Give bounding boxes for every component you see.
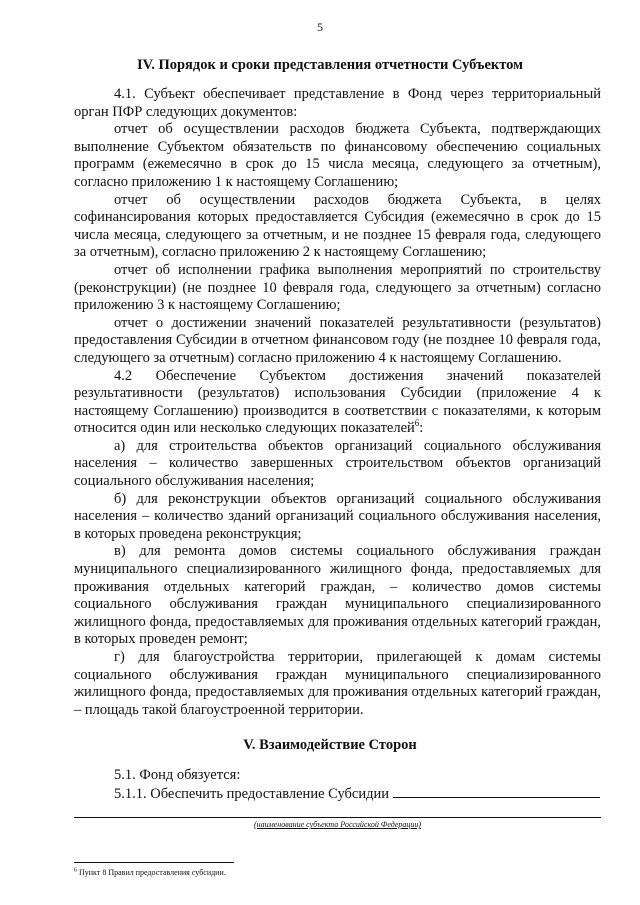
paragraph-report-3: отчет об исполнении графика выполнения мероприятий по строительству (реконструкции) (не позднее 10 февраля года, следующего за отчетным) согласно приложению 3 к настоящему Соглашению; (74, 261, 601, 314)
paragraph-4-2-text: 4.2 Обеспечение Субъектом достижения значений показателей результативности (результатов) использования Субсидии (приложение 4 к настоящему Соглашению) производится в соответствии с показателями, к которым относится один или несколько следующих показателей (74, 367, 601, 437)
blank-full-line (74, 817, 601, 818)
blank-fill-line (393, 785, 600, 798)
footnote-mark: 6 (74, 867, 77, 874)
footnote (74, 868, 226, 877)
item-v: в) для ремонта домов системы социального обслуживания граждан муниципального специализированного жилищного фонда, предоставляемых для проживания отдельных категорий граждан, – количество домов системы социального обслуживания граждан муниципального специализированного жилищного фонда, предоставляемых для проживания отдельных категорий граждан, в которых проведен ремонт; (74, 543, 601, 648)
item-b: б) для реконструкции объектов организаций социального обслуживания населения – количество зданий организаций социального обслуживания населения, в которых проведена реконструкция; (74, 490, 601, 542)
item-g: г) для благоустройства территории, прилегающей к домам системы социального обслуживания граждан муниципального специализированного жилищного фонда, предоставляемых для проживания отдельных категорий граждан, – площадь такой благоустроенной территории. (74, 649, 601, 718)
item-a: а) для строительства объектов организаций социального обслуживания населения – количество завершенных строительством объектов организаций социального обслуживания населения; (74, 437, 601, 490)
paragraph-4-1: 4.1. Субъект обеспечивает представление в Фонд через территориальный орган ПФР следующих документов: (74, 86, 601, 120)
paragraph-4-2 (74, 368, 601, 438)
footnote-separator (74, 862, 234, 863)
paragraph-report-1: отчет об осуществлении расходов бюджета Субъекта, подтверждающих выполнение Субъектом обязательств по финансовому обеспечению социальных программ (ежемесячно в срок до 15 числа месяца, следующего за отчетным), согласно приложению 1 к настоящему Соглашению; (74, 121, 601, 190)
paragraph-4-2-end: : (419, 420, 424, 437)
paragraph-5-1: 5.1. Фонд обязуется: (114, 767, 241, 783)
section-4-title: IV. Порядок и сроки представления отчетности Субъектом (136, 57, 524, 73)
footnote-text: Пункт 8 Правил предоставления субсидии. (79, 868, 226, 877)
footnote-reference[interactable]: 6 (414, 418, 420, 429)
page-number: 5 (317, 20, 323, 34)
paragraph-5-1-1 (74, 785, 601, 804)
section-5-body (74, 767, 601, 803)
section-5-title: V. Взаимодействие Сторон (243, 737, 417, 753)
paragraph-report-2: отчет об осуществлении расходов бюджета Субъекта, в целях софинансирования которых предоставляется Субсидия (ежемесячно в срок до 15 числа месяца, следующего за отчетным, и не позднее 15 февраля года, следующего за отчетным), согласно приложению 2 к настоящему Соглашению; (74, 191, 601, 261)
section-4-body (74, 86, 601, 719)
blank-caption: (наименование субъекта Российской Федерации) (253, 820, 422, 829)
paragraph-report-4: отчет о достижении значений показателей результативности (результатов) предоставления Субсидии в отчетном финансовом году (не позднее 10 февраля года, следующего за отчетным) согласно приложению 4 к настоящему Соглашению. (74, 314, 601, 366)
paragraph-5-1-1-text: 5.1.1. Обеспечить предоставление Субсидии (114, 785, 389, 802)
